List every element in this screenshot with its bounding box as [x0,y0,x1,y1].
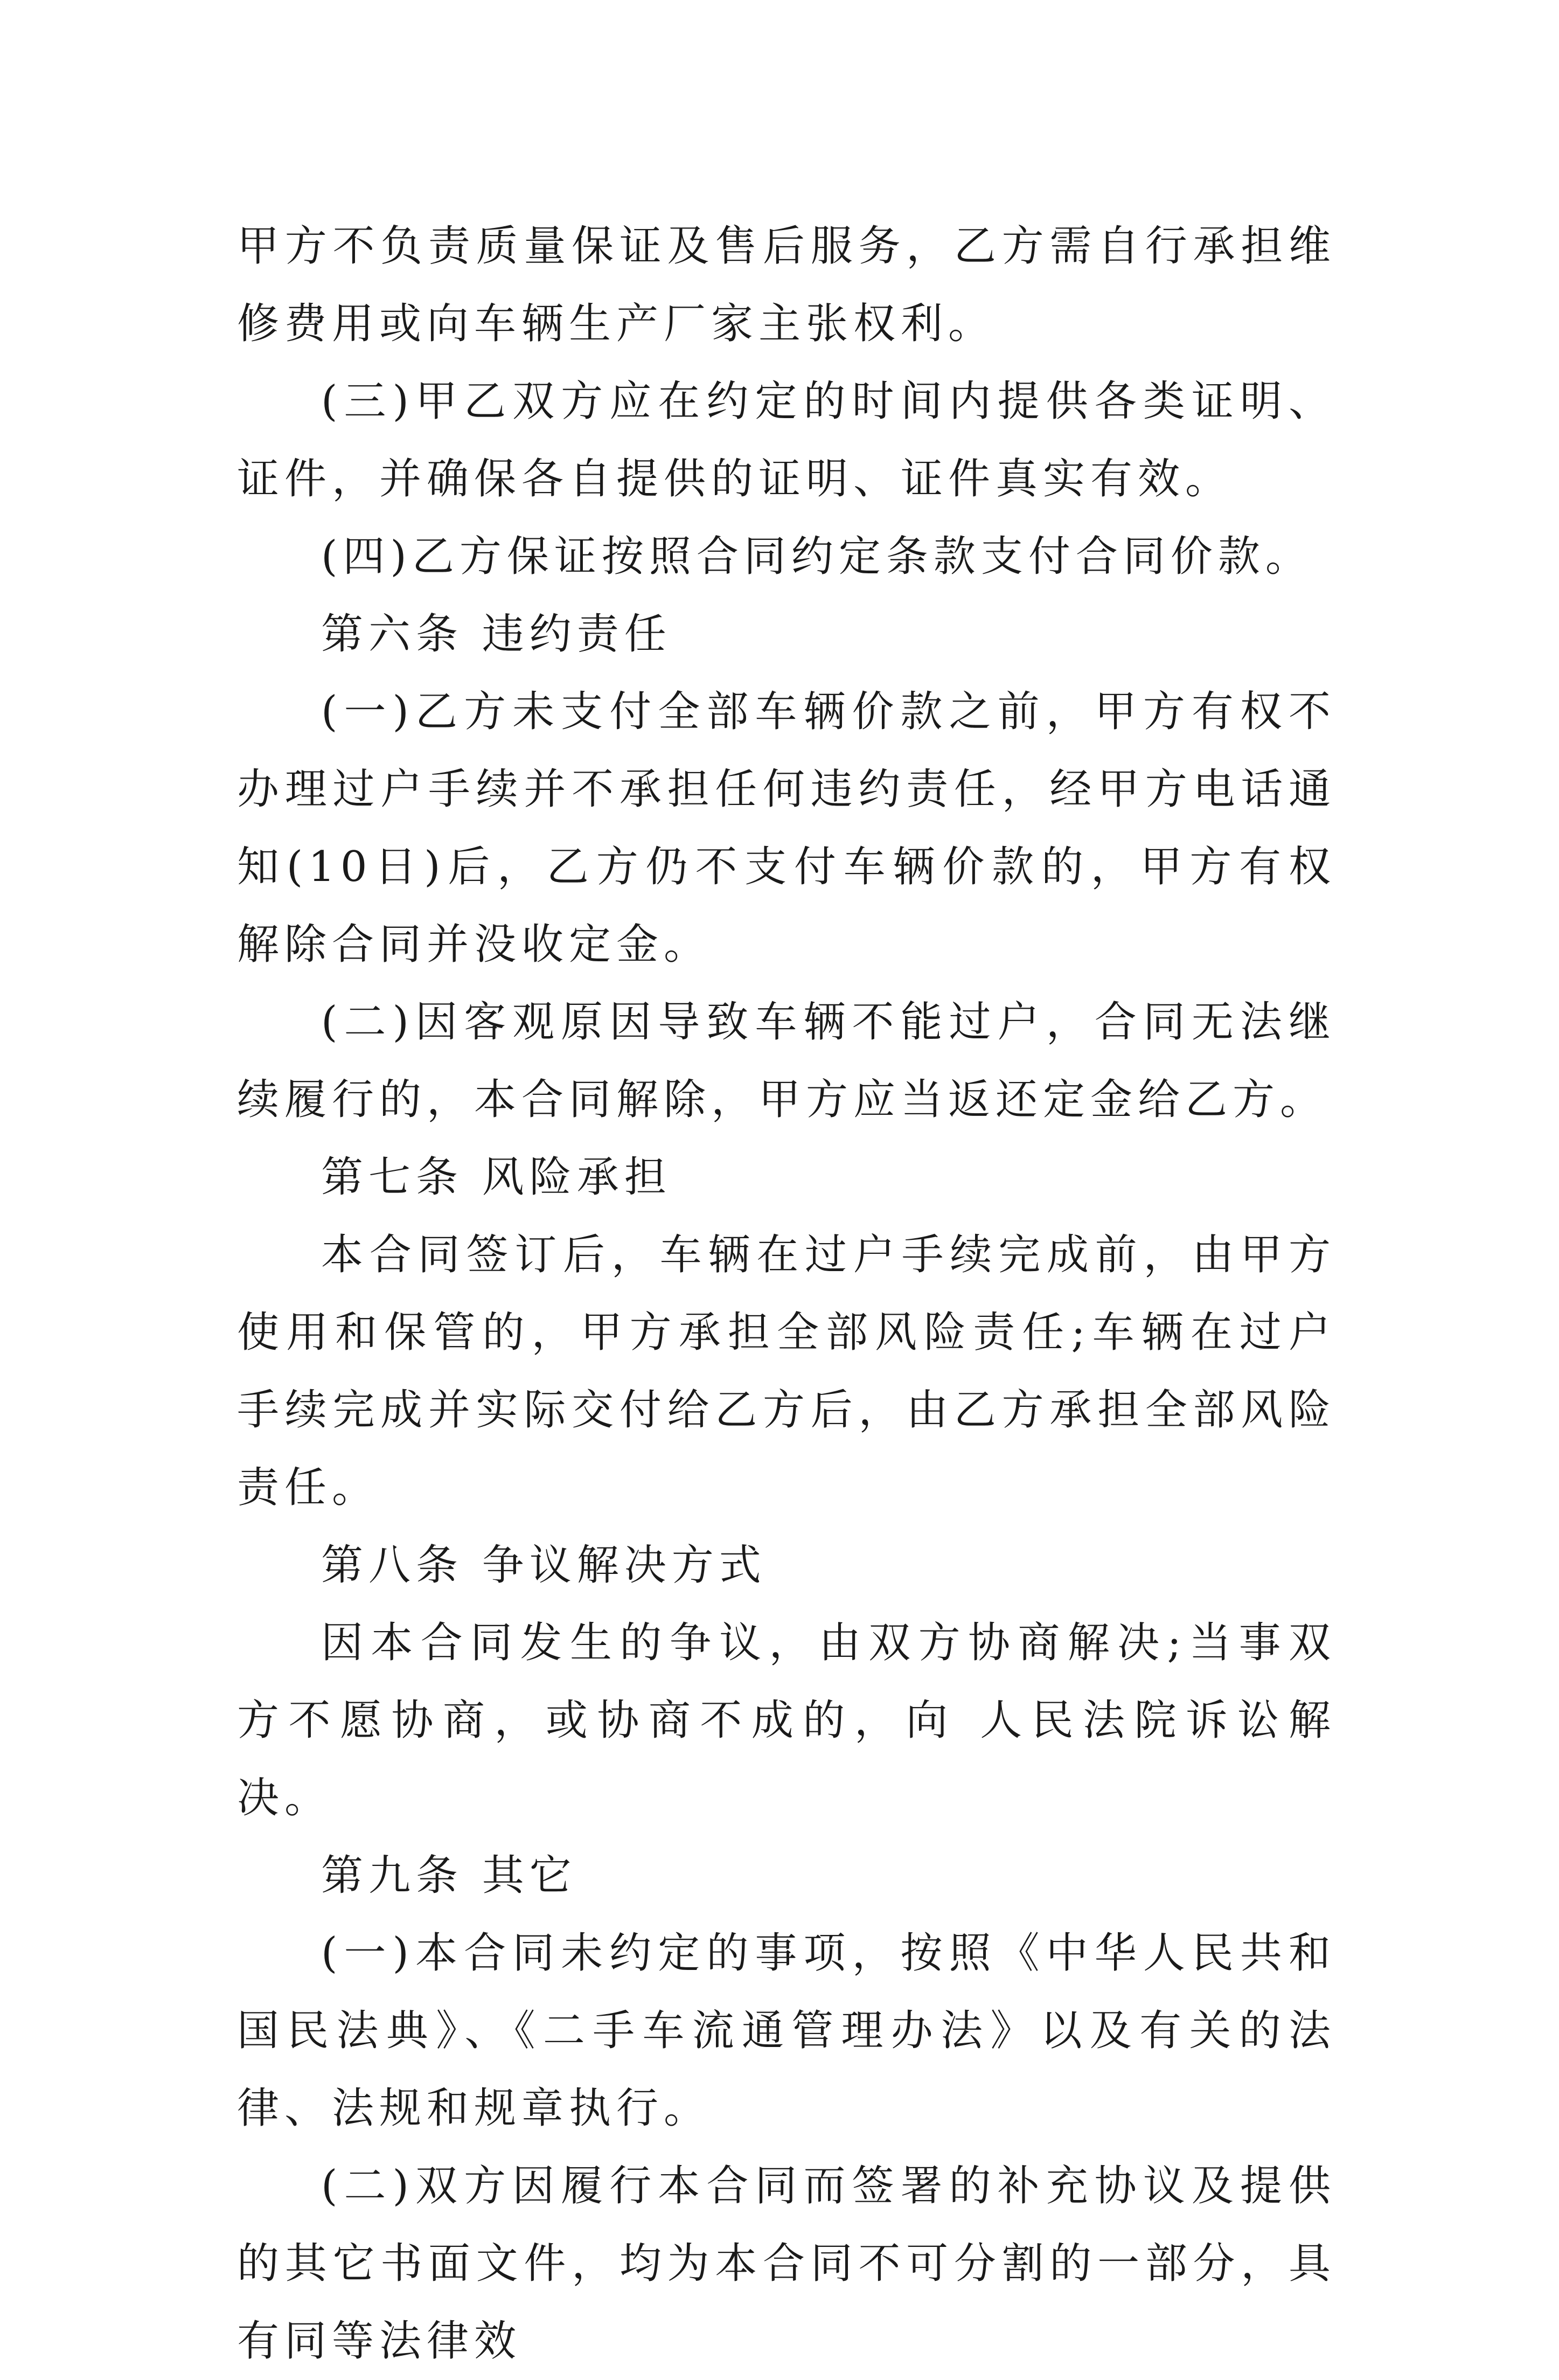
heading-article-9: 第九条 其它 [321,1851,577,1900]
paragraph-article-6-item-2: (二)因客观原因导致车辆不能过户，合同无法继续履行的，本合同解除，甲方应当返还定金给乙方。 [237,998,1336,1124]
paragraph-clause-3: (三)甲乙双方应在约定的时间内提供各类证明、证件，并确保各自提供的证明、证件真实有效。 [237,377,1336,503]
paragraph-clause-4: (四)乙方保证按照合同约定条款支付合同价款。 [321,532,1313,581]
paragraph-article-6-item-1: (一)乙方未支付全部车辆价款之前，甲方有权不办理过户手续并不承担任何违约责任，经甲方电话通知(10日)后，乙方仍不支付车辆价款的，甲方有权解除合同并没收定金。 [237,688,1336,969]
paragraph-article-7: 本合同签订后，车辆在过户手续完成前，由甲方使用和保管的，甲方承担全部风险责任;车辆在过户手续完成并实际交付给乙方后，由乙方承担全部风险责任。 [237,1231,1336,1512]
paragraph-warranty-continued: 甲方不负责质量保证及售后服务，乙方需自行承担维修费用或向车辆生产厂家主张权利。 [237,222,1336,348]
paragraph-article-8: 因本合同发生的争议，由双方协商解决;当事双方不愿协商，或协商不成的，向 人民法院诉讼解决。 [237,1619,1336,1822]
heading-article-8: 第八条 争议解决方式 [321,1541,767,1590]
paragraph-article-9-item-1: (一)本合同未约定的事项，按照《中华人民共和国民法典》、《二手车流通管理办法》以及有关的法律、法规和规章执行。 [237,1929,1336,2133]
paragraph-article-9-item-2: (二)双方因履行本合同而签署的补充协议及提供的其它书面文件，均为本合同不可分割的一部分，具有同等法律效 [237,2162,1336,2365]
contract-body [237,207,1336,2380]
heading-article-7: 第七条 风险承担 [321,1153,672,1202]
heading-article-6: 第六条 违约责任 [321,610,672,658]
